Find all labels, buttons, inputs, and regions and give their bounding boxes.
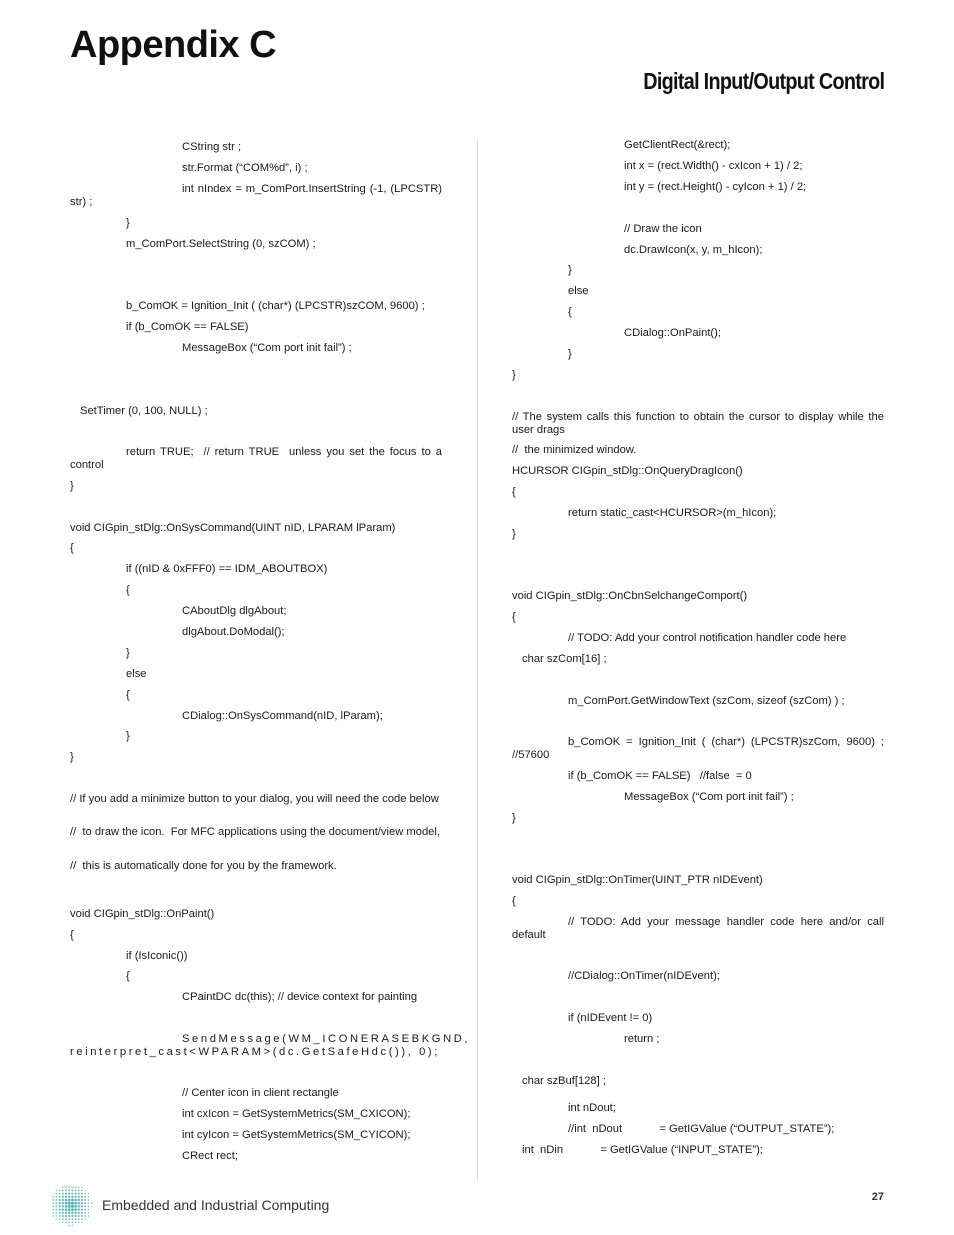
code-line: GetClientRect(&rect); (624, 139, 731, 151)
code-line: // If you add a minimize button to your dialog, you will need the code below (70, 793, 439, 805)
code-line: // Center icon in client rectangle (182, 1087, 339, 1099)
code-line: { (126, 970, 130, 982)
code-line: else (126, 668, 147, 680)
code-line: b_ComOK = Ignition_Init ( (char*) (LPCSTR)szCOM, 9600) ; (126, 300, 425, 312)
code-line: } (512, 528, 516, 540)
code-line: // this is automatically done for you by the framework. (70, 860, 337, 872)
code-line: m_ComPort.SelectString (0, szCOM) ; (126, 238, 316, 250)
page-title: Appendix C (70, 24, 277, 66)
code-line: int nIndex = m_ComPort.InsertString (-1, (LPCSTR) str) ; (70, 183, 446, 208)
code-line: void CIGpin_stDlg::OnTimer(UINT_PTR nIDEvent) (512, 874, 763, 886)
code-line: int nDin = GetIGValue (“INPUT_STATE”); (522, 1144, 763, 1156)
code-line: char szCom[16] ; (522, 653, 607, 665)
code-line: CDialog::OnPaint(); (624, 327, 721, 339)
code-line: // to draw the icon. For MFC applications using the document/view model, (70, 826, 440, 838)
code-line: if (IsIconic()) (126, 950, 188, 962)
code-line: if (b_ComOK == FALSE) //false = 0 (568, 770, 752, 782)
page-number: 27 (871, 1191, 884, 1203)
code-line: if (b_ComOK == FALSE) (126, 321, 249, 333)
code-line: void CIGpin_stDlg::OnSysCommand(UINT nID, LPARAM lParam) (70, 522, 396, 534)
code-line: } (126, 730, 130, 742)
code-line: void CIGpin_stDlg::OnPaint() (70, 908, 215, 920)
code-line: void CIGpin_stDlg::OnCbnSelchangeComport() (512, 590, 748, 602)
code-line: int nDout; (568, 1102, 616, 1114)
section-subtitle: Digital Input/Output Control (642, 68, 884, 94)
code-line: //int nDout = GetIGValue (“OUTPUT_STATE”); (568, 1123, 835, 1135)
code-line: { (512, 895, 516, 907)
code-line: return static_cast<HCURSOR>(m_hIcon); (568, 507, 777, 519)
code-line: dlgAbout.DoModal(); (182, 626, 285, 638)
code-line: return ; (624, 1033, 660, 1045)
code-line: { (126, 584, 130, 596)
code-line: } (512, 369, 516, 381)
code-line: MessageBox (“Com port init fail”) ; (624, 791, 794, 803)
code-line: // the minimized window. (512, 444, 637, 456)
code-column-right (512, 0, 888, 1235)
code-line: // TODO: Add your control notification handler code here (568, 632, 847, 644)
code-line: } (126, 217, 130, 229)
code-line: // TODO: Add your message handler code here and/or call default (512, 916, 888, 941)
code-line: { (126, 689, 130, 701)
code-line: char szBuf[128] ; (522, 1075, 606, 1087)
code-line: int x = (rect.Width() - cxIcon + 1) / 2; (624, 160, 803, 172)
code-line: CPaintDC dc(this); // device context for painting (182, 991, 418, 1003)
code-line: } (512, 812, 516, 824)
code-line: } (126, 647, 130, 659)
code-line: b_ComOK = Ignition_Init ( (char*) (LPCSTR)szCom, 9600) ; //57600 (512, 736, 888, 761)
code-line: { (70, 929, 74, 941)
code-line: SetTimer (0, 100, NULL) ; (80, 405, 208, 417)
code-line: { (70, 542, 74, 554)
code-line: // The system calls this function to obtain the cursor to display while the user drags (512, 411, 888, 436)
code-line: { (512, 486, 516, 498)
code-line: CString str ; (182, 141, 242, 153)
code-line: int y = (rect.Height() - cyIcon + 1) / 2; (624, 181, 807, 193)
code-line: str.Format (“COM%d”, i) ; (182, 162, 308, 174)
code-line: dc.DrawIcon(x, y, m_hIcon); (624, 244, 763, 256)
code-line: int cyIcon = GetSystemMetrics(SM_CYICON); (182, 1129, 411, 1141)
dotted-globe-icon (48, 1182, 94, 1228)
footer-brand-text: Embedded and Industrial Computing (102, 1197, 330, 1213)
code-line: { (568, 306, 572, 318)
code-line: // Draw the icon (624, 223, 702, 235)
code-line: } (70, 480, 74, 492)
code-line: return TRUE; // return TRUE unless you set the focus to a control (70, 446, 446, 471)
code-line: //CDialog::OnTimer(nIDEvent); (568, 970, 720, 982)
code-line: CAboutDlg dlgAbout; (182, 605, 287, 617)
code-line: MessageBox (“Com port init fail”) ; (182, 342, 352, 354)
code-line: if ((nID & 0xFFF0) == IDM_ABOUTBOX) (126, 563, 328, 575)
code-line: HCURSOR CIGpin_stDlg::OnQueryDragIcon() (512, 465, 743, 477)
code-line: SendMessage(WM_ICONERASEBKGND, reinterpret_cast<WPARAM>(dc.GetSafeHdc()), 0); (70, 1033, 476, 1058)
code-line: else (568, 285, 589, 297)
code-line: m_ComPort.GetWindowText (szCom, sizeof (szCom) ) ; (568, 695, 845, 707)
code-line: } (568, 348, 572, 360)
column-divider (477, 140, 478, 1180)
code-line: { (512, 611, 516, 623)
code-line: } (568, 264, 572, 276)
code-line: CRect rect; (182, 1150, 238, 1162)
code-column-left (70, 0, 476, 1235)
code-line: CDialog::OnSysCommand(nID, lParam); (182, 710, 383, 722)
code-line: int cxIcon = GetSystemMetrics(SM_CXICON); (182, 1108, 411, 1120)
code-line: } (70, 751, 74, 763)
code-line: if (nIDEvent != 0) (568, 1012, 653, 1024)
